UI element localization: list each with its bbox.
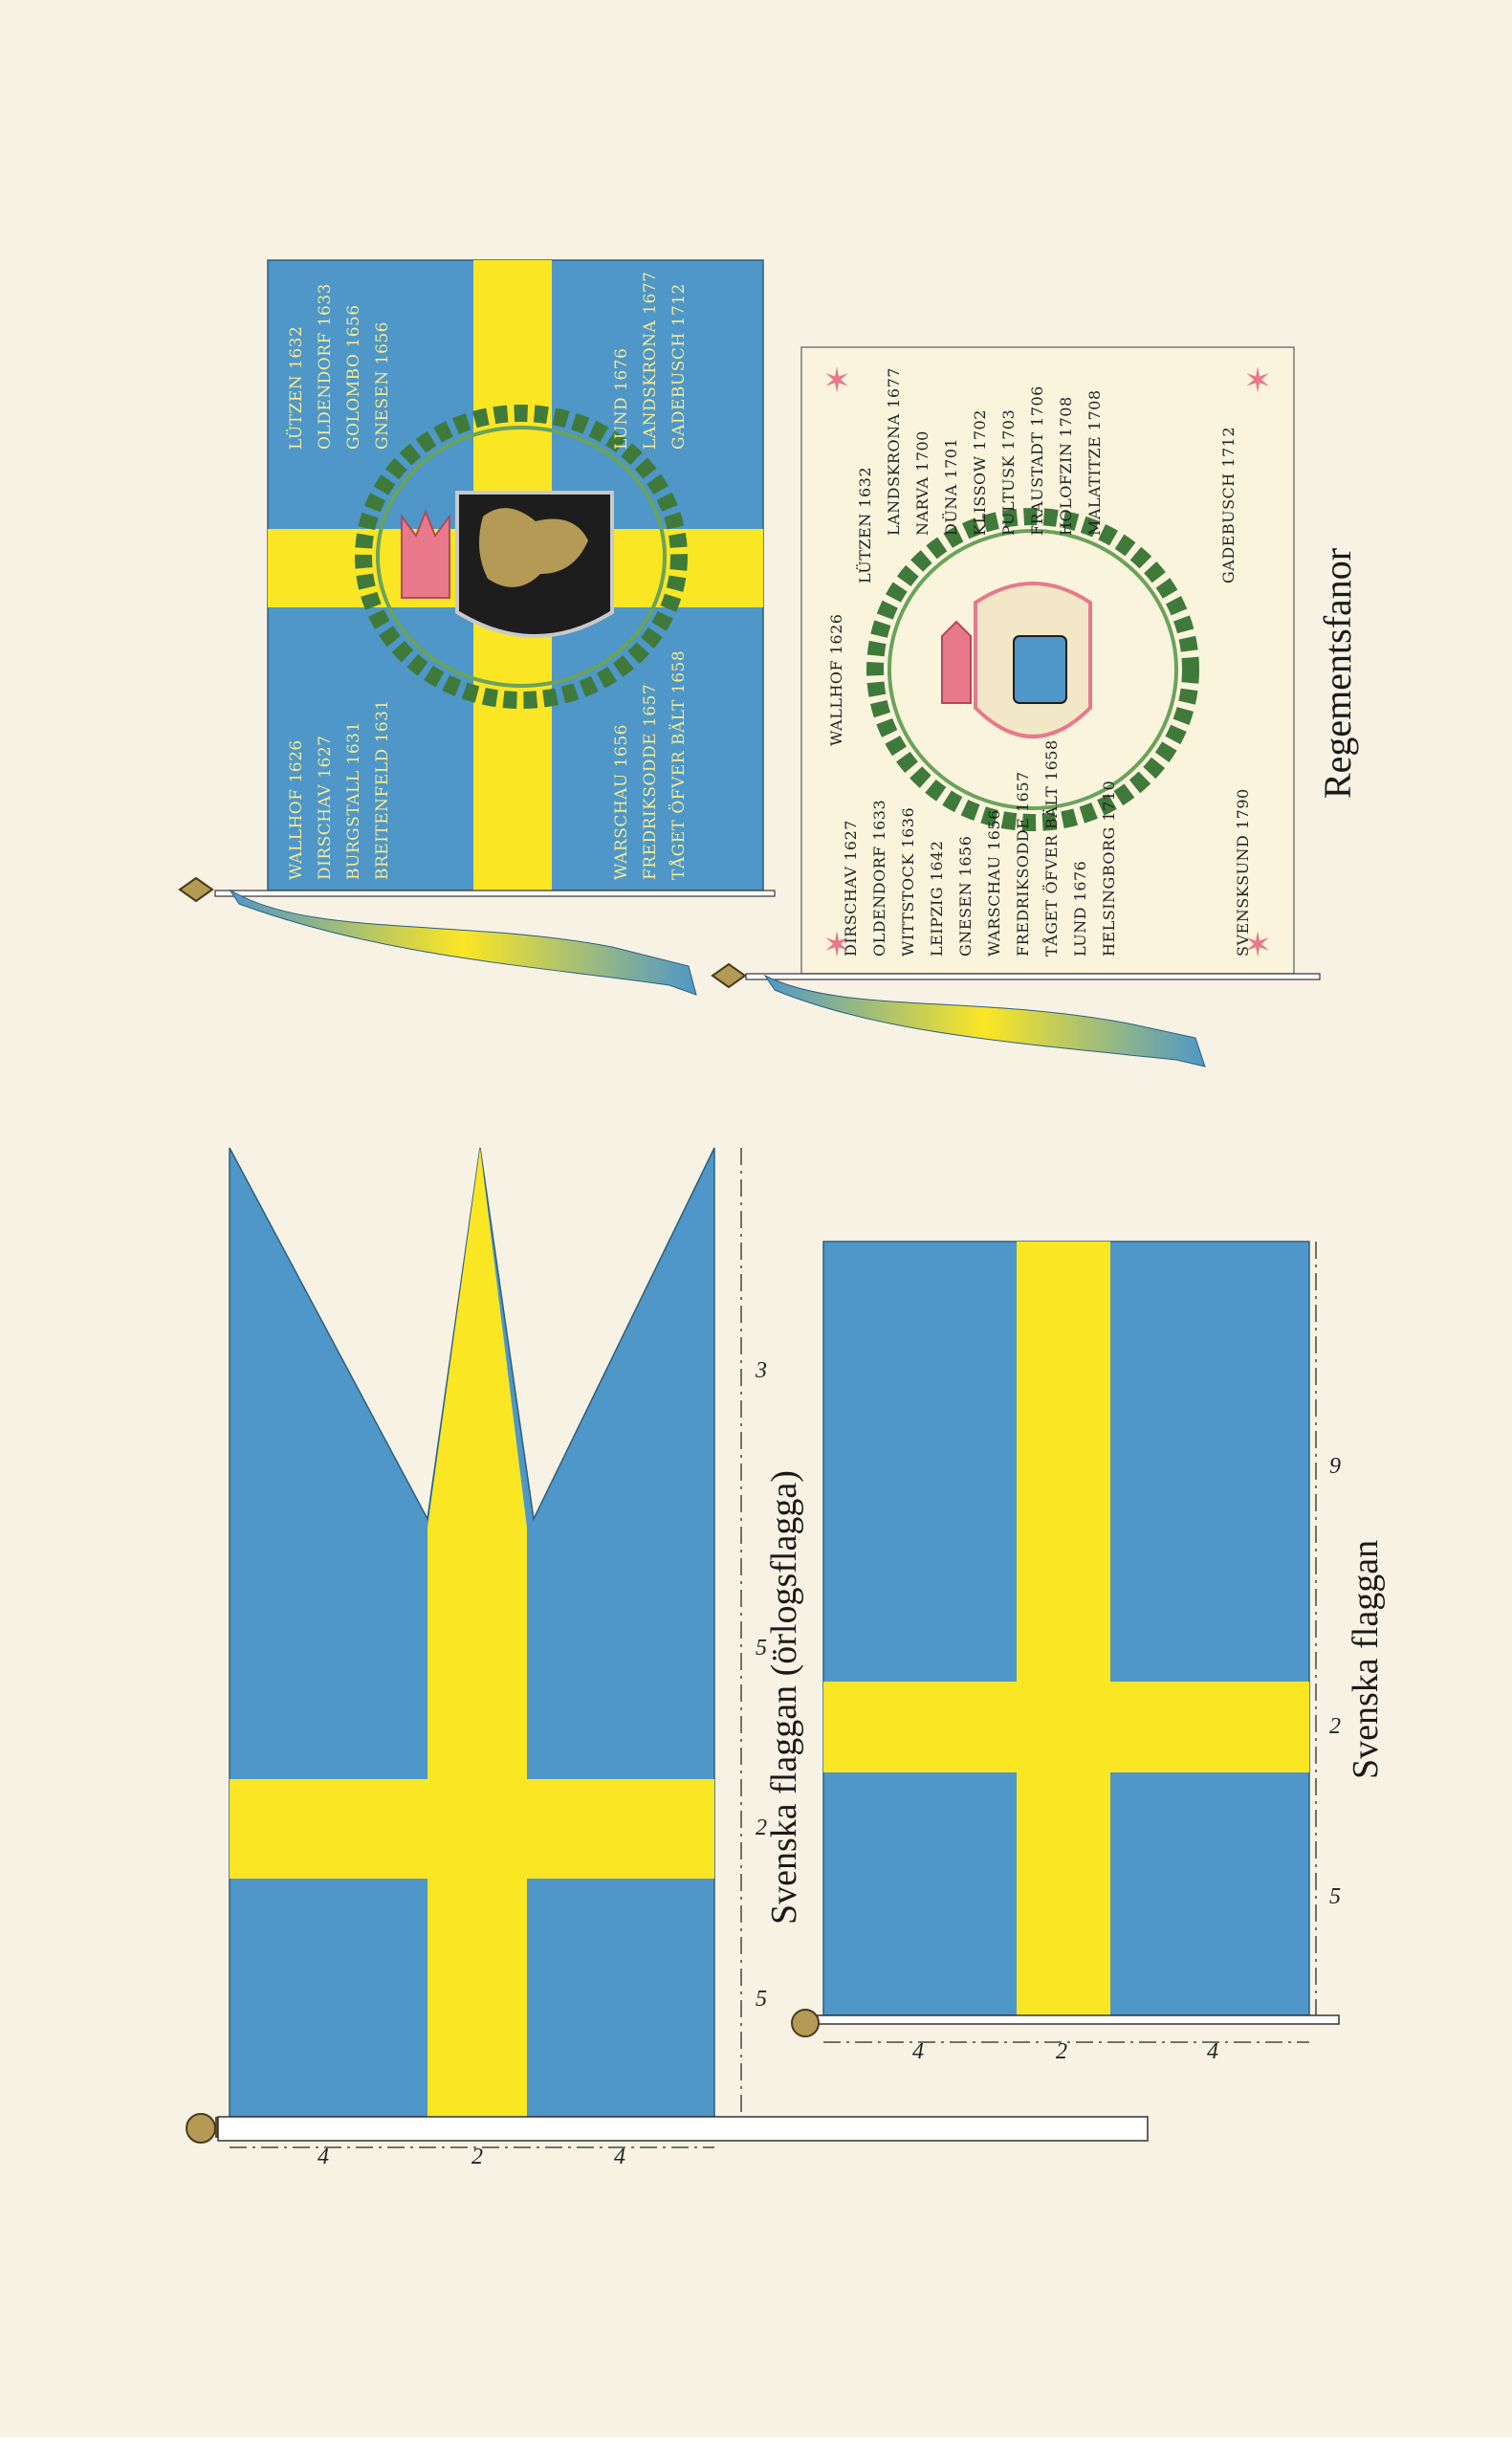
orlogsflagga-dim-h2: 2 (756, 1815, 767, 1840)
honor-bbl3: TÅGET ÖFVER BÄLT 1658 (669, 649, 689, 880)
orlogsflagga-dim-v1: 4 (318, 2145, 329, 2169)
honor-wt6: KLISSOW 1702 (971, 409, 989, 536)
blue-banner (180, 260, 775, 995)
honor-wb2: OLDENDORF 1633 (870, 799, 888, 957)
honor-br2: OLDENDORF 1633 (316, 283, 335, 450)
blue-banner-staff (215, 891, 775, 896)
regementsfanor-caption: Regementsfanor (1316, 547, 1359, 799)
orlogsflagga-dim-v3: 4 (614, 2145, 625, 2169)
orlogsflagga-dim-h1: 5 (756, 1987, 767, 2012)
flaggan-cross-vertical (1017, 1242, 1110, 2015)
honor-wb6: WARSCHAU 1656 (985, 809, 1003, 957)
honor-wt4: NARVA 1700 (913, 430, 931, 536)
honor-bbr3: GADEBUSCH 1712 (669, 283, 689, 450)
honor-wt7: PULTUSK 1703 (999, 408, 1018, 536)
honor-wt5: DÜNA 1701 (942, 437, 960, 536)
flaggan-staff (818, 2015, 1339, 2024)
orlogsflagga-finial (186, 2114, 215, 2143)
honor-btl1: WALLHOF 1626 (287, 739, 306, 880)
flaggan-dim-h2: 2 (1329, 1714, 1341, 1739)
honor-wt2: LÜTZEN 1632 (856, 466, 874, 583)
honor-wb9: LUND 1676 (1071, 860, 1089, 957)
honor-wb3: WITTSTOCK 1636 (899, 806, 917, 957)
honor-br4: GNESEN 1656 (373, 321, 392, 450)
honor-btl2: DIRSCHAV 1627 (316, 735, 335, 880)
flaggan-dim-h1: 5 (1329, 1884, 1341, 1909)
honor-wb10: HELSINGBORG 1710 (1100, 780, 1118, 957)
honor-bbl2: FREDRIKSODDE 1657 (641, 683, 660, 880)
honor-br3: GOLOMBO 1656 (344, 304, 363, 450)
honor-bbl1: WARSCHAU 1656 (612, 724, 631, 880)
star-icon-br: ✶ (1243, 926, 1273, 964)
star-icon-bl: ✶ (822, 926, 852, 964)
orlogsflagga-dim-h4: 3 (756, 1358, 767, 1383)
orlogsflagga-dim-h3: 5 (756, 1636, 767, 1661)
flaggan-dim-v1: 4 (912, 2039, 924, 2064)
white-banner-staff (746, 974, 1320, 979)
white-banner-crown-icon (942, 622, 971, 703)
honor-wt9: HOLOFZIN 1708 (1057, 396, 1075, 536)
honor-wt11: GADEBUSCH 1712 (1219, 426, 1238, 583)
honor-br1: LÜTZEN 1632 (287, 325, 306, 450)
white-banner-finial (712, 964, 745, 987)
honor-wt10: MALATITZE 1708 (1085, 389, 1104, 536)
star-icon-tl: ✶ (822, 362, 852, 400)
svenska-flaggan (792, 1242, 1386, 2064)
flaggan-dim-h3: 9 (1329, 1454, 1341, 1479)
honor-wb5: GNESEN 1656 (956, 835, 975, 957)
honor-wb4: LEIPZIG 1642 (928, 840, 946, 957)
honor-wb11: SVENSKSUND 1790 (1234, 788, 1252, 957)
arms-shield (1014, 636, 1066, 703)
flaggan-finial (792, 2010, 819, 2036)
honor-btl4: BREITENFELD 1631 (373, 699, 392, 880)
honor-wt8: FRAUSTADT 1706 (1028, 385, 1046, 536)
flaggan-caption: Svenska flaggan (1346, 1539, 1386, 1779)
honor-bbr2: LANDSKRONA 1677 (641, 271, 660, 450)
blue-banner-ribbon (230, 890, 696, 995)
white-banner (712, 347, 1320, 1067)
honor-wb1: DIRSCHAV 1627 (842, 820, 860, 957)
crown-icon (402, 512, 449, 598)
honor-bbr1: LUND 1676 (612, 347, 631, 450)
orlogsflagga-staff (218, 2117, 1148, 2141)
orlogsflagga-vdim (318, 2145, 625, 2169)
orlogsflagga-caption: Svenska flaggan (örlogsflagga) (764, 1470, 804, 1925)
flaggan-dim-v2: 2 (1056, 2039, 1067, 2064)
flaggan-dim-v3: 4 (1207, 2039, 1218, 2064)
blue-banner-finial (180, 878, 212, 901)
honor-btl3: BURGSTALL 1631 (344, 721, 363, 880)
white-banner-ribbon (765, 976, 1205, 1067)
orlogsflagga-dim-v2: 2 (471, 2145, 483, 2169)
honor-wb7: FREDRIKSODDE 1657 (1014, 771, 1032, 957)
honor-wt3: LANDSKRONA 1677 (885, 367, 903, 536)
honor-wt1: WALLHOF 1626 (827, 613, 845, 746)
orlogsflagga-cross-vertical (427, 1148, 527, 2117)
honor-wb8: TÅGET ÖFVER BÄLT 1658 (1042, 739, 1061, 957)
star-icon-tr: ✶ (1243, 362, 1273, 400)
